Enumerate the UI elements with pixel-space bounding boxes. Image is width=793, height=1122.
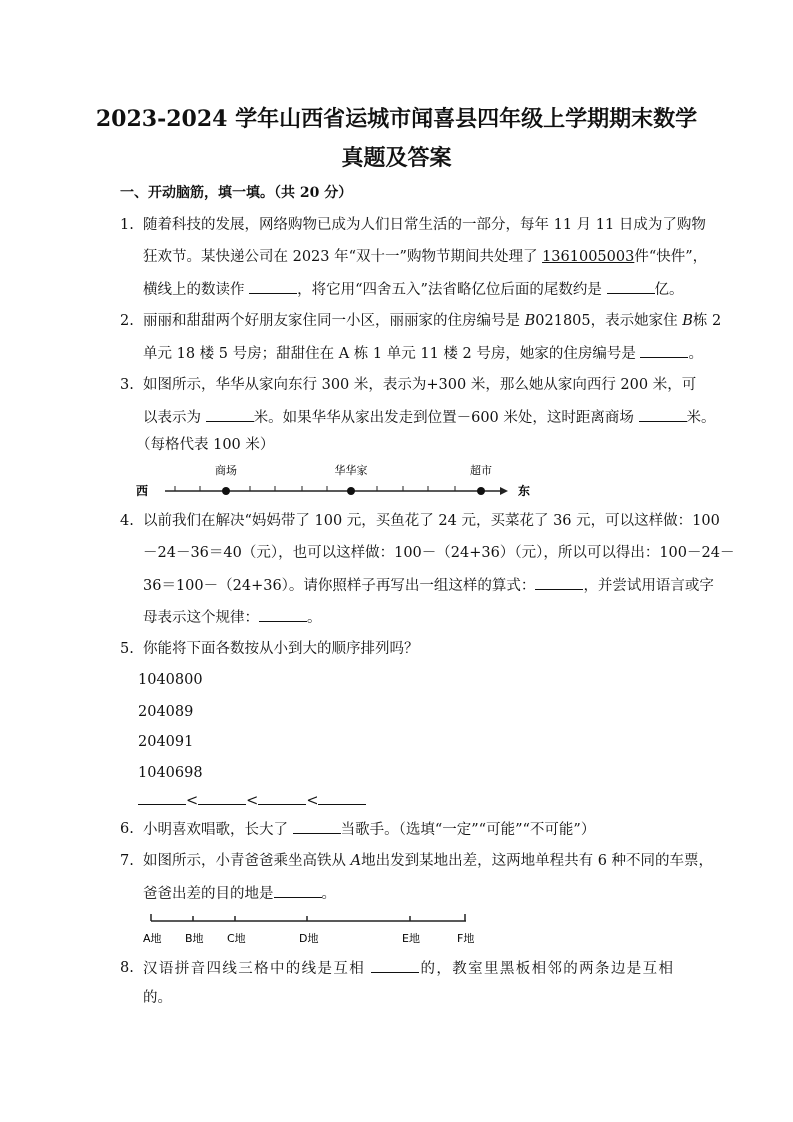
text: 如图所示，小青爸爸乘坐高铁从 [143, 853, 351, 869]
answer-blank [639, 407, 687, 422]
underlined-number: 1361005003 [542, 249, 635, 265]
italic-letter: A [350, 853, 362, 869]
stop-label: D地 [299, 932, 319, 945]
italic-letter: B [524, 313, 536, 329]
text: 以表示为 [143, 410, 206, 426]
question-5-line [138, 732, 193, 752]
text: 以前我们在解决“妈妈带了 100 元，买鱼花了 24 元，买菜花了 36 元，可以这样做：100 [143, 513, 720, 529]
answer-blank [206, 407, 254, 422]
text: 地出发到某地出差，这两地单程共有 6 种不同的车票， [361, 853, 714, 869]
route-diagram [130, 905, 490, 950]
west-label: 西 [136, 484, 149, 498]
number-line-diagram [130, 455, 550, 505]
question-number: 7. [120, 853, 134, 869]
question-4-line [143, 575, 714, 596]
text: 栋 2 [692, 313, 722, 329]
text: 随着科技的发展，网络购物已成为人们日常生活的一部分，每年 11 月 11 日成为了购物 [143, 217, 706, 233]
text: 横线上的数读作 [143, 282, 250, 298]
answer-blank [371, 958, 419, 973]
answer-blank [258, 790, 306, 805]
answer-blank [535, 575, 583, 590]
text: 当歌手。（选填“一定”“可能”“不可能”） [340, 822, 596, 838]
text: < [246, 793, 259, 809]
question-number: 5. [120, 641, 134, 657]
stop-label: B地 [185, 932, 204, 945]
answer-blank [640, 343, 688, 358]
question-3-line [136, 435, 274, 455]
stop-label: F地 [457, 932, 475, 945]
text: 。 [307, 610, 322, 626]
answer-blank [249, 279, 297, 294]
question-1-line [143, 279, 684, 300]
text: 的。 [143, 990, 172, 1006]
question-4-line [143, 607, 322, 628]
question-5-line [138, 670, 203, 690]
text: 丽丽和甜甜两个好朋友家住同一小区，丽丽家的住房编号是 [143, 313, 525, 329]
question-number: 2. [120, 313, 134, 329]
question-1-line [143, 215, 706, 235]
text: 。 [321, 886, 336, 902]
section-heading: 一、开动脑筋，填一填。（共 20 分） [120, 185, 353, 201]
text: －24－36＝40（元），也可以这样做：100－（24+36）（元），所以可以得出：100－24－ [143, 545, 735, 561]
question-5-line [143, 639, 419, 659]
question-2-line [143, 343, 703, 364]
question-8-line [143, 988, 172, 1008]
italic-letter: B [682, 313, 693, 329]
answer-blank [259, 607, 307, 622]
question-5-line [138, 790, 366, 811]
east-label: 东 [518, 484, 531, 498]
question-7-line [143, 883, 336, 904]
arrow-head [500, 487, 508, 495]
question-8-line [143, 958, 673, 979]
text: 亿。 [654, 282, 684, 298]
supermarket-label: 超市 [470, 464, 492, 477]
text: 小明喜欢唱歌，长大了 [143, 822, 293, 838]
stop-label: C地 [227, 932, 246, 945]
question-5-line [138, 702, 193, 722]
document-title-line2: 真题及答案 [341, 145, 452, 171]
question-number: 3. [120, 377, 134, 393]
question-number: 6. [120, 821, 134, 837]
answer-blank [607, 279, 655, 294]
mall-point [222, 487, 230, 495]
text: 。 [688, 346, 703, 362]
answer-blank [318, 790, 366, 805]
text: 204089 [138, 704, 194, 720]
question-number: 1. [120, 217, 134, 233]
text: < [186, 793, 199, 809]
question-4-line [143, 543, 735, 563]
text: 米。 [686, 410, 716, 426]
question-1-line [143, 247, 708, 267]
answer-blank [138, 790, 186, 805]
text: 204091 [138, 734, 194, 750]
question-6-line [143, 819, 595, 840]
home-point [347, 487, 355, 495]
stop-label: A地 [143, 932, 162, 945]
question-3-line [143, 375, 697, 395]
mall-label: 商场 [215, 464, 237, 477]
question-number: 4. [120, 513, 134, 529]
supermarket-point [477, 487, 485, 495]
answer-blank [274, 883, 322, 898]
text: （每格代表 100 米） [136, 437, 275, 453]
text: 021805，表示她家住 [535, 313, 683, 329]
answer-blank [293, 819, 341, 834]
question-7-line [143, 851, 714, 871]
text: 母表示这个规律： [143, 610, 259, 626]
text: 爸爸出差的目的地是 [143, 886, 274, 902]
question-number: 8. [120, 960, 134, 976]
question-5-line [138, 763, 203, 783]
text: ，将它用“四舍五入”法省略亿位后面的尾数约是 [297, 282, 607, 298]
question-3-line [143, 407, 716, 428]
text: 米。如果华华从家出发走到位置－600 米处，这时距离商场 [253, 410, 639, 426]
text: 件“快件”， [634, 249, 708, 265]
stop-label: E地 [402, 932, 420, 945]
text: 1040800 [138, 672, 203, 688]
text: 的，教室里黑板相邻的两条边是互相 [419, 961, 674, 977]
text: 36＝100－（24+36）。请你照样子再写出一组这样的算式： [143, 578, 536, 594]
text: 汉语拼音四线三格中的线是互相 [143, 961, 372, 977]
text: 如图所示，华华从家向东行 300 米，表示为+300 米，那么她从家向西行 200 米，可 [143, 377, 697, 393]
text: 单元 18 楼 5 号房；甜甜住在 A 栋 1 单元 11 楼 2 号房，她家的住房编号是 [143, 346, 641, 362]
answer-blank [198, 790, 246, 805]
home-label: 华华家 [334, 464, 368, 477]
question-4-line [143, 511, 720, 531]
text: ，并尝试用语言或字 [583, 578, 714, 594]
text: 狂欢节。某快递公司在 2023 年“双十一”购物节期间共处理了 [143, 249, 543, 265]
question-2-line [143, 311, 722, 331]
text: 你能将下面各数按从小到大的顺序排列吗？ [143, 641, 419, 657]
text: 1040698 [138, 765, 203, 781]
text: < [306, 793, 319, 809]
document-title-line1: 2023-2024 学年山西省运城市闻喜县四年级上学期期末数学 [95, 106, 698, 132]
